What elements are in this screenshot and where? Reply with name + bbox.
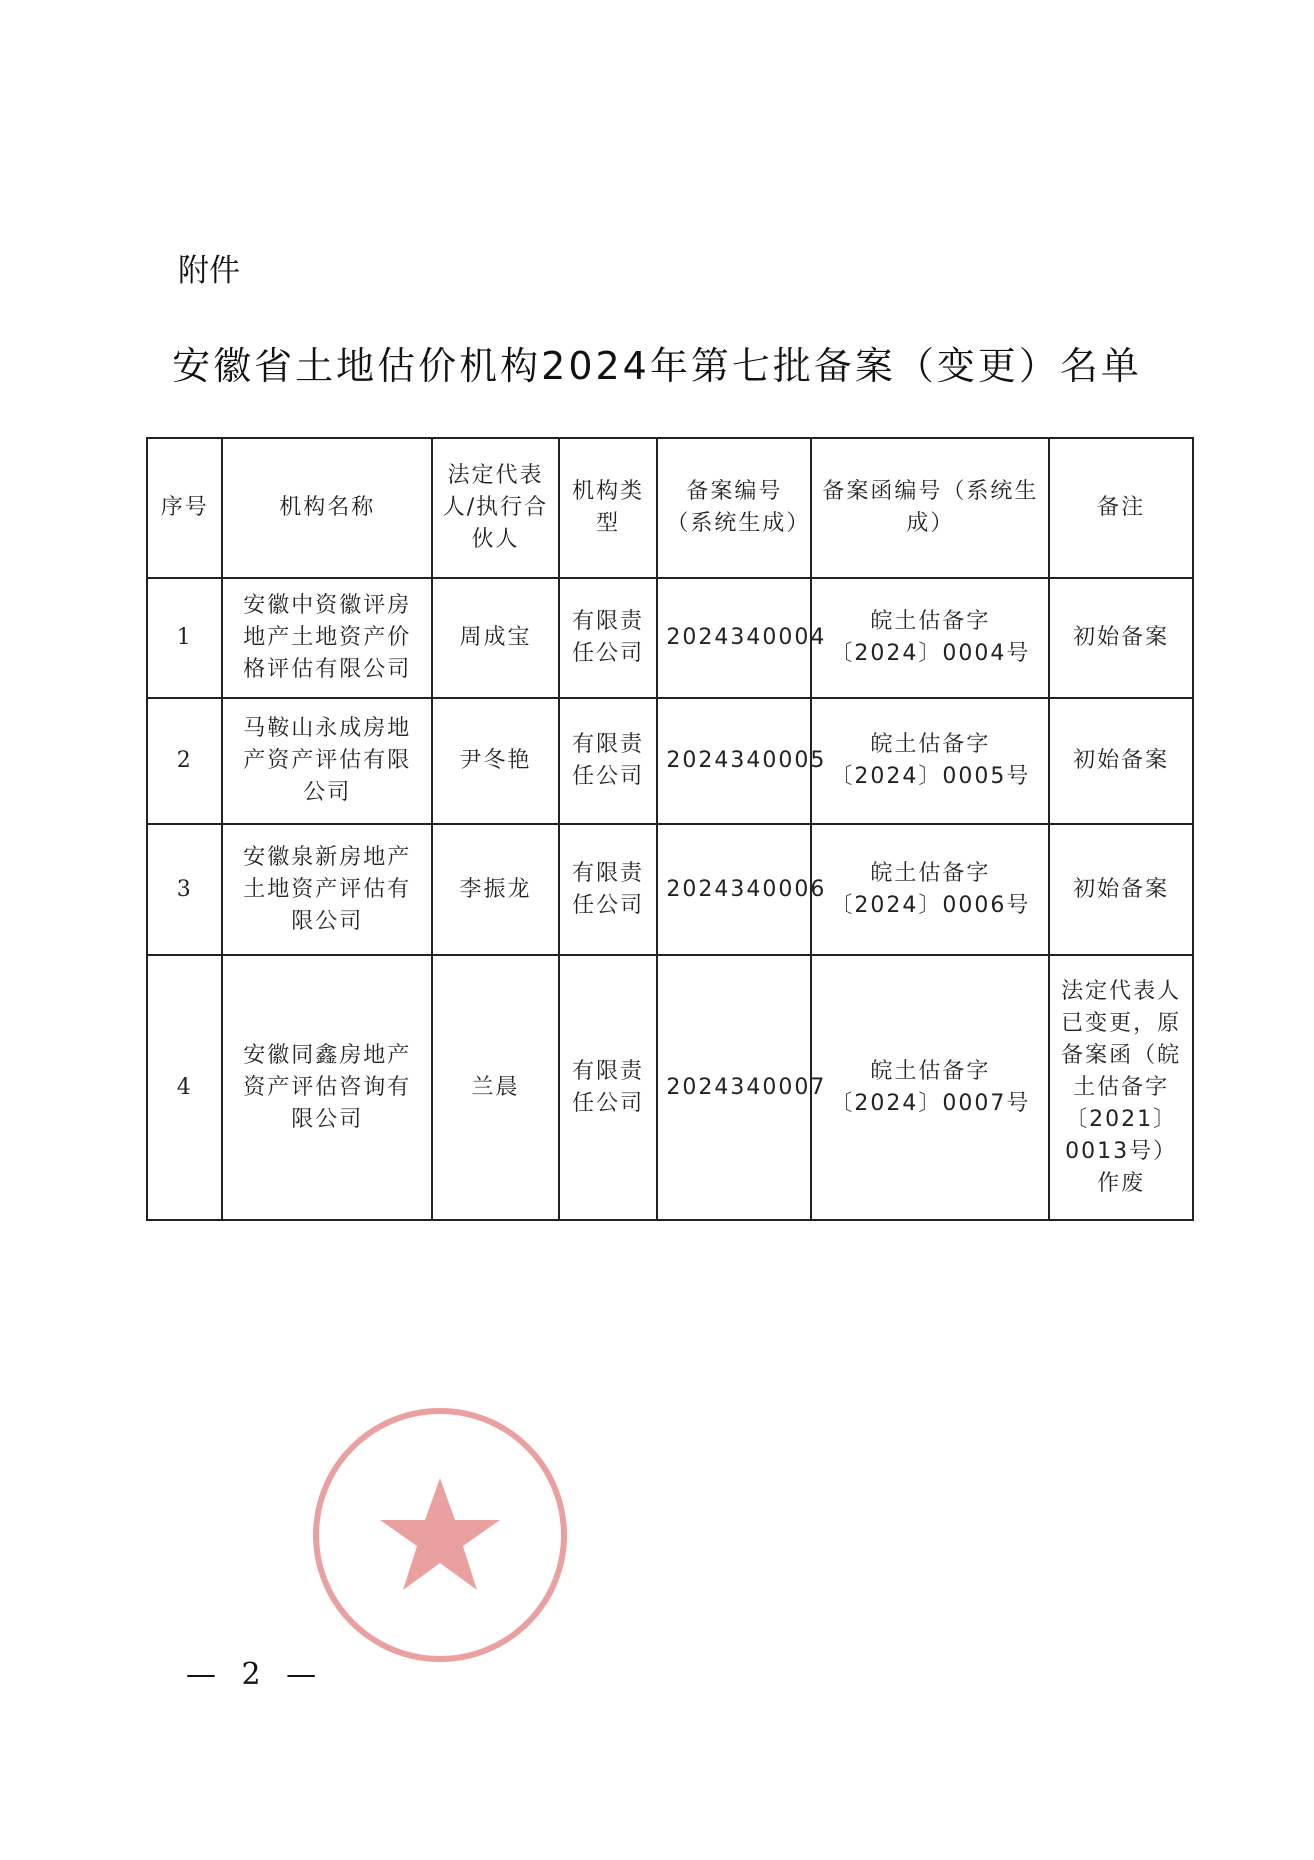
row-index: 1 bbox=[147, 578, 222, 698]
legal-rep: 尹冬艳 bbox=[432, 698, 559, 824]
header-org-type: 机构类型 bbox=[559, 438, 658, 578]
remarks: 初始备案 bbox=[1049, 698, 1193, 824]
official-seal-icon bbox=[305, 1400, 575, 1670]
row-index: 2 bbox=[147, 698, 222, 824]
header-filing-letter-no: 备案函编号（系统生成） bbox=[811, 438, 1049, 578]
filing-no: 2024340007 bbox=[657, 955, 811, 1220]
table-row bbox=[147, 824, 1193, 955]
legal-rep: 周成宝 bbox=[432, 578, 559, 698]
page-number: — 2 — bbox=[186, 1657, 325, 1692]
filing-roster-table bbox=[146, 437, 1194, 1221]
attachment-label: 附件 bbox=[178, 253, 240, 289]
org-name: 安徽同鑫房地产资产评估咨询有限公司 bbox=[222, 955, 432, 1220]
remarks: 初始备案 bbox=[1049, 824, 1193, 955]
remarks: 初始备案 bbox=[1049, 578, 1193, 698]
header-filing-no: 备案编号（系统生成） bbox=[657, 438, 811, 578]
org-name: 马鞍山永成房地产资产评估有限公司 bbox=[222, 698, 432, 824]
table-header-row bbox=[147, 438, 1193, 578]
header-org-name: 机构名称 bbox=[222, 438, 432, 578]
filing-no: 2024340005 bbox=[657, 698, 811, 824]
document-title: 安徽省土地估价机构2024年第七批备案（变更）名单 bbox=[172, 344, 1142, 388]
org-type: 有限责任公司 bbox=[559, 955, 658, 1220]
legal-rep: 兰晨 bbox=[432, 955, 559, 1220]
filing-letter-no: 皖土估备字〔2024〕0004号 bbox=[811, 578, 1049, 698]
filing-letter-no: 皖土估备字〔2024〕0007号 bbox=[811, 955, 1049, 1220]
org-type: 有限责任公司 bbox=[559, 698, 658, 824]
filing-no: 2024340004 bbox=[657, 578, 811, 698]
header-remarks: 备注 bbox=[1049, 438, 1193, 578]
seal-star bbox=[380, 1478, 500, 1590]
filing-letter-no: 皖土估备字〔2024〕0005号 bbox=[811, 698, 1049, 824]
remarks: 法定代表人已变更，原备案函（皖土估备字〔2021〕0013号）作废 bbox=[1049, 955, 1193, 1220]
table-row bbox=[147, 578, 1193, 698]
table-row bbox=[147, 955, 1193, 1220]
header-index: 序号 bbox=[147, 438, 222, 578]
header-legal-rep: 法定代表人/执行合伙人 bbox=[432, 438, 559, 578]
filing-letter-no: 皖土估备字〔2024〕0006号 bbox=[811, 824, 1049, 955]
org-name: 安徽中资徽评房地产土地资产价格评估有限公司 bbox=[222, 578, 432, 698]
org-name: 安徽泉新房地产土地资产评估有限公司 bbox=[222, 824, 432, 955]
org-type: 有限责任公司 bbox=[559, 578, 658, 698]
row-index: 3 bbox=[147, 824, 222, 955]
org-type: 有限责任公司 bbox=[559, 824, 658, 955]
legal-rep: 李振龙 bbox=[432, 824, 559, 955]
table-row bbox=[147, 698, 1193, 824]
filing-no: 2024340006 bbox=[657, 824, 811, 955]
row-index: 4 bbox=[147, 955, 222, 1220]
